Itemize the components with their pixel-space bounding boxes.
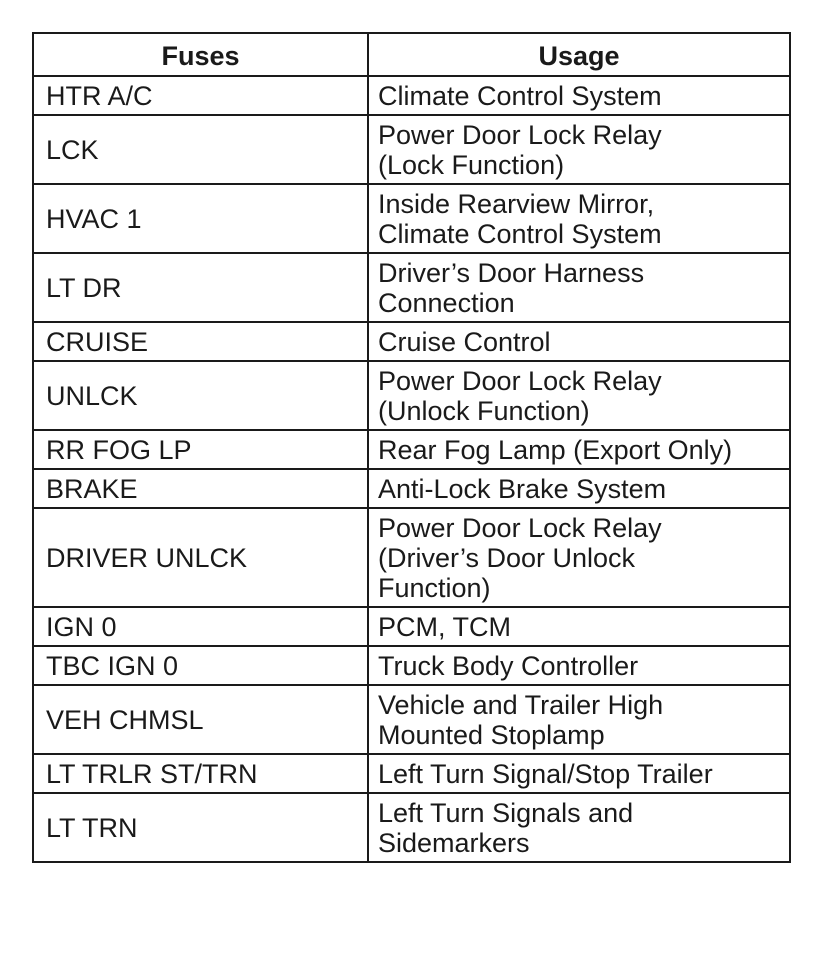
- table-row: [33, 253, 790, 322]
- usage-cell: Power Door Lock Relay (Driver’s Door Unlock Function): [368, 508, 790, 607]
- fuse-cell: CRUISE: [33, 322, 368, 361]
- fuse-cell: TBC IGN 0: [33, 646, 368, 685]
- fuse-cell: LT TRLR ST/TRN: [33, 754, 368, 793]
- fuse-cell: LT DR: [33, 253, 368, 322]
- usage-cell: Vehicle and Trailer High Mounted Stoplamp: [368, 685, 790, 754]
- table-row: [33, 76, 790, 115]
- usage-cell: Climate Control System: [368, 76, 790, 115]
- table-row: [33, 322, 790, 361]
- usage-cell: Truck Body Controller: [368, 646, 790, 685]
- table-row: [33, 754, 790, 793]
- fuse-cell: IGN 0: [33, 607, 368, 646]
- usage-cell: Power Door Lock Relay (Unlock Function): [368, 361, 790, 430]
- table-row: [33, 646, 790, 685]
- table-row: [33, 184, 790, 253]
- table-row: [33, 793, 790, 862]
- table-row: [33, 607, 790, 646]
- usage-cell: Power Door Lock Relay (Lock Function): [368, 115, 790, 184]
- fuse-cell: RR FOG LP: [33, 430, 368, 469]
- fuse-cell: HVAC 1: [33, 184, 368, 253]
- fuse-cell: DRIVER UNLCK: [33, 508, 368, 607]
- usage-cell: Left Turn Signal/Stop Trailer: [368, 754, 790, 793]
- usage-cell: Driver’s Door Harness Connection: [368, 253, 790, 322]
- usage-cell: Anti-Lock Brake System: [368, 469, 790, 508]
- table-row: [33, 469, 790, 508]
- usage-cell: Cruise Control: [368, 322, 790, 361]
- table-row: [33, 361, 790, 430]
- fuse-cell: UNLCK: [33, 361, 368, 430]
- column-header-usage: Usage: [368, 33, 790, 76]
- fuse-cell: LCK: [33, 115, 368, 184]
- usage-cell: Left Turn Signals and Sidemarkers: [368, 793, 790, 862]
- table-header-row: [33, 33, 790, 76]
- fuse-cell: HTR A/C: [33, 76, 368, 115]
- fuse-usage-table: [32, 32, 791, 863]
- fuse-cell: LT TRN: [33, 793, 368, 862]
- fuse-cell: BRAKE: [33, 469, 368, 508]
- table-row: [33, 430, 790, 469]
- usage-cell: PCM, TCM: [368, 607, 790, 646]
- usage-cell: Inside Rearview Mirror, Climate Control System: [368, 184, 790, 253]
- usage-cell: Rear Fog Lamp (Export Only): [368, 430, 790, 469]
- table-row: [33, 115, 790, 184]
- fuse-cell: VEH CHMSL: [33, 685, 368, 754]
- column-header-fuses: Fuses: [33, 33, 368, 76]
- table-row: [33, 508, 790, 607]
- table-row: [33, 685, 790, 754]
